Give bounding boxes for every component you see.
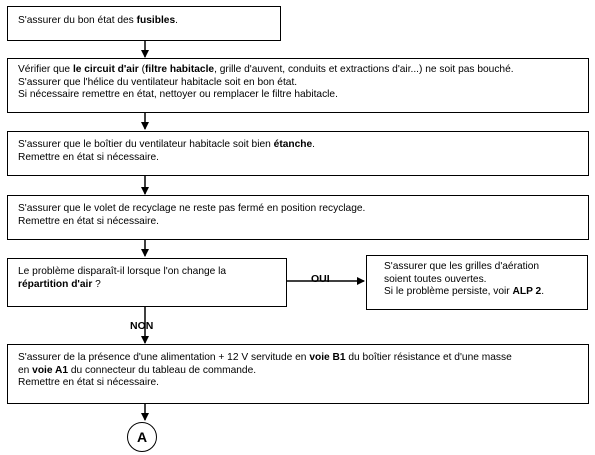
text-segment: du boîtier résistance et d'une masse	[345, 352, 512, 363]
text-segment: soient toutes ouvertes.	[384, 273, 487, 285]
text-segment: Remettre en état si nécessaire.	[18, 215, 159, 227]
bold-term: voie B1	[309, 352, 346, 363]
bold-term: le circuit d'air	[72, 64, 139, 75]
step-3-box	[7, 131, 589, 176]
text-segment: ?	[92, 278, 101, 290]
text-line	[384, 274, 587, 287]
text-segment: , grille d'auvent, conduits et extractions d'air...) ne soit pas bouché.	[214, 64, 514, 75]
text-segment: Si le problème persiste, voir	[384, 286, 513, 297]
text-segment: S'assurer de la présence d'une alimentation + 12 V servitude en	[18, 352, 310, 363]
text-line	[18, 203, 588, 216]
text-line	[18, 279, 286, 292]
text-segment: (	[138, 64, 146, 75]
yes-label: OUI	[311, 273, 330, 285]
text-line	[18, 77, 588, 90]
decision-box	[7, 258, 287, 307]
text-segment: Remettre en état si nécessaire.	[18, 151, 159, 163]
bold-term: ALP 2	[512, 286, 542, 297]
text-segment: S'assurer que le volet de recyclage ne reste pas fermé en position recyclage.	[18, 203, 366, 214]
text-line	[18, 365, 588, 378]
text-line	[18, 352, 588, 365]
text-segment: Vérifier que	[18, 64, 73, 75]
step-1-box	[7, 6, 281, 41]
bold-term: répartition d'air	[18, 278, 93, 290]
text-line	[18, 266, 286, 279]
side-action-box	[366, 255, 588, 310]
connector-circle: A	[127, 422, 157, 452]
text-segment: Le problème disparaît-il lorsque l'on change la	[18, 266, 227, 277]
bold-term: étanche	[273, 139, 313, 150]
text-segment: .	[541, 286, 545, 297]
text-segment: du connecteur du tableau de commande.	[68, 364, 257, 376]
text-line	[18, 216, 588, 229]
text-line	[18, 15, 280, 28]
text-segment: en	[18, 364, 33, 376]
step-6-box	[7, 344, 589, 404]
text-segment: .	[312, 139, 316, 150]
text-segment: S'assurer que le boîtier du ventilateur habitacle soit bien	[18, 139, 274, 150]
text-line	[384, 261, 587, 274]
bold-term: voie A1	[32, 364, 69, 376]
bold-term: filtre habitacle	[145, 64, 215, 75]
text-line	[18, 89, 588, 102]
text-segment: Si nécessaire remettre en état, nettoyer ou remplacer le filtre habitacle.	[18, 89, 338, 100]
step-2-box	[7, 58, 589, 113]
text-line	[18, 139, 588, 152]
text-line	[18, 152, 588, 165]
text-segment: .	[175, 15, 178, 26]
text-segment: Remettre en état si nécessaire.	[18, 377, 159, 388]
text-line	[18, 64, 588, 77]
text-segment: S'assurer que les grilles d'aération	[384, 261, 540, 272]
text-line	[384, 286, 587, 299]
text-segment: S'assurer que l'hélice du ventilateur habitacle soit en bon état.	[18, 76, 298, 88]
text-segment: S'assurer du bon état des	[18, 15, 137, 26]
text-line	[18, 377, 588, 390]
bold-term: fusibles	[136, 15, 176, 26]
no-label: NON	[130, 320, 154, 332]
step-4-box	[7, 195, 589, 240]
